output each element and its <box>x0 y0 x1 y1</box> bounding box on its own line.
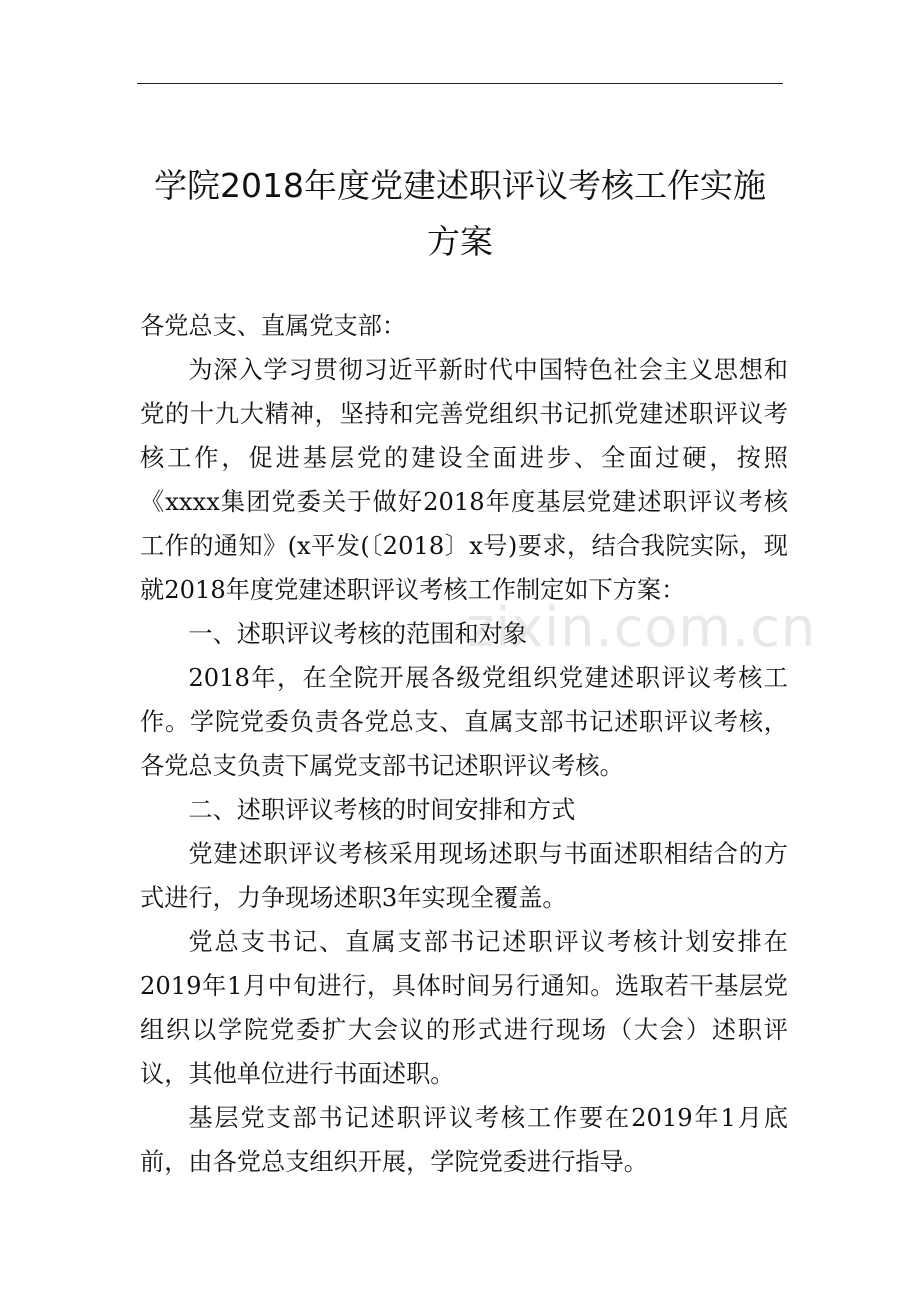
intro-paragraph: 为深入学习贯彻习近平新时代中国特色社会主义思想和党的十九大精神，坚持和完善党组织书记抓党建述职评议考核工作，促进基层党的建设全面进步、全面过硬，按照《xxxx集团党委关于做好2018年度基层党建述职评议考核工作的通知》(x平发(〔2018〕x号)要求，结合我院实际，现就2018年度党建述职评议考核工作制定如下方案： <box>140 356 788 604</box>
section-heading-2: 二、述职评议考核的时间安排和方式 <box>188 796 576 824</box>
document-title <box>100 158 820 270</box>
section-2-paragraph-3: 基层党支部书记述职评议考核工作要在2019年1月底前，由各党总支组织开展，学院党委进行指导。 <box>140 1104 788 1176</box>
title-line-1: 学院2018年度党建述职评议考核工作实施 <box>154 166 766 205</box>
section-1-paragraph: 2018年，在全院开展各级党组织党建述职评议考核工作。学院党委负责各党总支、直属支部书记述职评议考核，各党总支负责下属党支部书记述职评议考核。 <box>140 664 788 780</box>
section-2-paragraph-2: 党总支书记、直属支部书记述职评议考核计划安排在2019年1月中旬进行，具体时间另行通知。选取若干基层党组织以学院党委扩大会议的形式进行现场（大会）述职评议，其他单位进行书面述职。 <box>140 928 788 1088</box>
section-2-paragraph-1: 党建述职评议考核采用现场述职与书面述职相结合的方式进行，力争现场述职3年实现全覆盖。 <box>140 840 788 912</box>
header-rule <box>137 83 783 84</box>
document-body <box>140 304 788 1184</box>
salutation: 各党总支、直属党支部： <box>140 312 407 340</box>
section-heading-1: 一、述职评议考核的范围和对象 <box>188 620 528 648</box>
watermark: zixin.com.cn <box>466 596 817 659</box>
title-line-2: 方案 <box>427 222 493 261</box>
